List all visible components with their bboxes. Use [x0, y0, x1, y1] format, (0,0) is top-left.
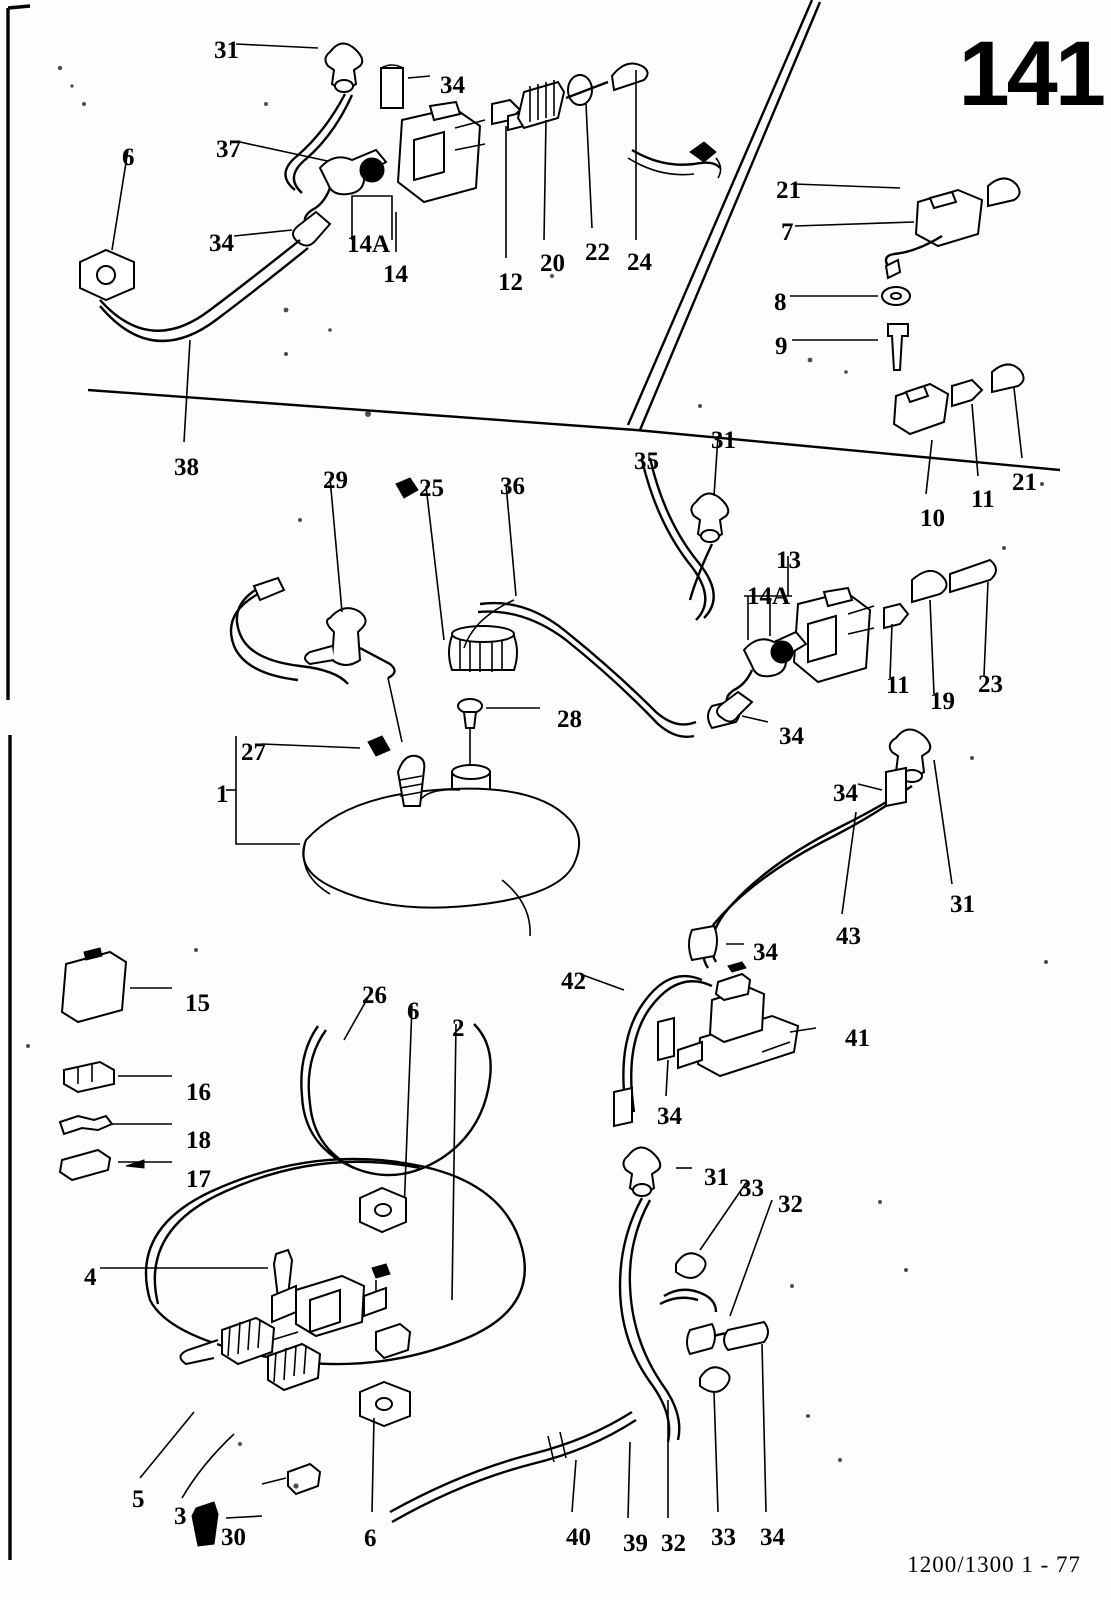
callout-8: 8 — [774, 289, 787, 316]
callout-37: 37 — [216, 136, 241, 163]
callout-24: 24 — [627, 249, 652, 276]
callout-29: 29 — [323, 467, 348, 494]
callout-34d: 34 — [833, 780, 858, 807]
callout-17: 17 — [186, 1166, 211, 1193]
callout-31: 31 — [214, 37, 239, 64]
callout-9: 9 — [775, 333, 788, 360]
callout-21b: 21 — [1012, 469, 1037, 496]
callout-31c: 31 — [950, 891, 975, 918]
callout-27: 27 — [241, 739, 266, 766]
page-number: 141 — [958, 23, 1103, 125]
callout-35: 35 — [634, 448, 659, 475]
footer-reference: 1200/1300 1 - 77 — [907, 1552, 1081, 1577]
callout-22: 22 — [585, 239, 610, 266]
callout-25: 25 — [419, 475, 444, 502]
callout-30: 30 — [221, 1524, 246, 1551]
callout-2: 2 — [452, 1015, 465, 1042]
callout-31d: 31 — [704, 1164, 729, 1191]
callout-28: 28 — [557, 706, 582, 733]
callout-36: 36 — [500, 473, 525, 500]
callout-4: 4 — [84, 1264, 97, 1291]
group-bottom-left — [100, 994, 525, 1546]
callout-34: 34 — [440, 72, 465, 99]
callout-33b: 33 — [739, 1175, 764, 1202]
group-middle — [226, 436, 996, 936]
callout-34c: 34 — [779, 723, 804, 750]
callout-31b: 31 — [711, 427, 736, 454]
callout-3: 3 — [174, 1503, 187, 1530]
callout-40: 40 — [566, 1524, 591, 1551]
callout-34: 34 — [209, 230, 234, 257]
callout-39: 39 — [623, 1530, 648, 1557]
callout-15: 15 — [185, 990, 210, 1017]
callout-6b: 6 — [407, 998, 420, 1025]
callout-16: 16 — [186, 1079, 211, 1106]
group-pump — [580, 729, 952, 1126]
callout-32a: 32 — [661, 1530, 686, 1557]
callout-34e: 34 — [753, 939, 778, 966]
callout-11: 11 — [971, 486, 995, 513]
callout-1: 1 — [216, 781, 229, 808]
callout-26: 26 — [362, 982, 387, 1009]
callout-23: 23 — [978, 671, 1003, 698]
group-small-parts — [60, 948, 172, 1180]
callout-41: 41 — [845, 1025, 870, 1052]
callout-11b: 11 — [886, 672, 910, 699]
callout-42: 42 — [561, 968, 586, 995]
group-bottom-right — [390, 1147, 772, 1522]
callout-33a: 33 — [711, 1524, 736, 1551]
callout-14: 14 — [383, 261, 408, 288]
callout-14a2: 14A — [747, 583, 791, 610]
callout-13: 13 — [776, 547, 801, 574]
group-top-left — [80, 43, 721, 442]
callout-19: 19 — [930, 688, 955, 715]
callout-12: 12 — [498, 269, 523, 296]
callout-6: 6 — [122, 144, 135, 171]
callout-10: 10 — [920, 505, 945, 532]
border-lines — [8, 6, 30, 1560]
callout-14a: 14A — [347, 231, 391, 258]
callout-21: 21 — [776, 177, 801, 204]
callout-6c: 6 — [364, 1525, 377, 1552]
callout-34f: 34 — [657, 1103, 682, 1130]
callout-43: 43 — [836, 923, 861, 950]
callout-38: 38 — [174, 454, 199, 481]
callout-34g: 34 — [760, 1524, 785, 1551]
callout-18: 18 — [186, 1127, 211, 1154]
callout-32b: 32 — [778, 1191, 803, 1218]
callout-20: 20 — [540, 250, 565, 277]
callout-7: 7 — [781, 219, 794, 246]
callout-5: 5 — [132, 1486, 145, 1513]
